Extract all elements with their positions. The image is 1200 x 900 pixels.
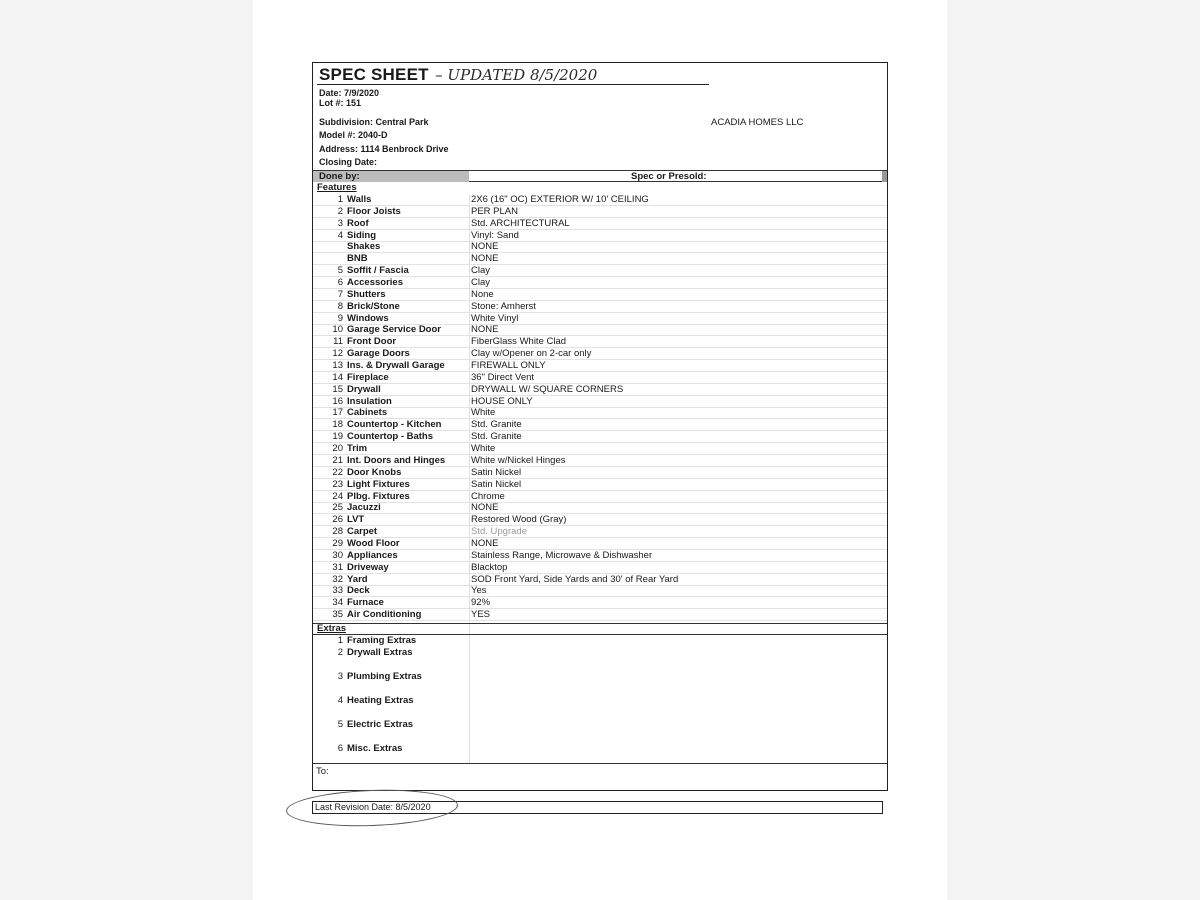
extra-row [313,647,887,659]
company-name: ACADIA HOMES LLC [711,117,804,128]
feature-row [313,324,887,336]
feature-row [313,384,887,396]
extra-number: 1 [337,635,343,646]
extra-row [313,743,887,755]
feature-number: 12 [332,348,343,360]
extra-label: Framing Extras [347,635,417,646]
extra-number: 4 [337,695,343,706]
feature-label: Jacuzzi [347,502,381,514]
feature-number: 8 [337,300,343,312]
extras-top-line [313,623,887,624]
title-row [319,65,597,89]
feature-value: 92% [471,597,491,609]
feature-value: FIREWALL ONLY [471,360,546,372]
feature-value: PER PLAN [471,205,518,217]
feature-row [313,419,887,431]
extra-label: Misc. Extras [347,743,403,754]
extra-row [313,719,887,731]
title-underline [317,84,709,85]
spec-sheet [312,62,888,791]
feature-value: NONE [471,253,499,265]
feature-value: HOUSE ONLY [471,395,533,407]
feature-row [313,609,887,621]
feature-row [313,348,887,360]
feature-number: 13 [332,360,343,372]
to-label: To: [316,766,329,777]
feature-number: 30 [332,549,343,561]
feature-number: 7 [337,288,343,300]
extra-label: Plumbing Extras [347,671,422,682]
feature-number: 3 [337,217,343,229]
feature-value: White [471,443,496,455]
feature-label: Yard [347,573,368,585]
feature-number: 29 [332,537,343,549]
feature-row [313,218,887,230]
feature-label: Wood Floor [347,537,400,549]
feature-number: 33 [332,585,343,597]
feature-number: 28 [332,526,343,538]
feature-label: Countertop - Baths [347,431,434,443]
done-by-label: Done by: [313,171,469,182]
feature-row [313,491,887,503]
feature-row [313,289,887,301]
feature-value: NONE [471,241,499,253]
feature-number: 2 [337,205,343,217]
feature-label: Floor Joists [347,205,401,217]
feature-number: 16 [332,395,343,407]
feature-row [313,301,887,313]
feature-label: Shakes [347,241,381,253]
extra-label: Drywall Extras [347,647,413,658]
feature-label: Siding [347,229,377,241]
feature-row [313,230,887,242]
feature-label: BNB [347,253,368,265]
feature-row [313,455,887,467]
to-line [313,763,887,764]
feature-label: LVT [347,514,365,526]
extra-number: 6 [337,743,343,754]
feature-row [313,253,887,265]
feature-number: 25 [332,502,343,514]
feature-label: Cabinets [347,407,388,419]
extra-row [313,671,887,683]
feature-row [313,194,887,206]
feature-value: Satin Nickel [471,466,522,478]
feature-number: 10 [332,324,343,336]
feature-number: 32 [332,573,343,585]
handwritten-update-note: – UPDATED 8/5/2020 [435,66,598,84]
feature-row [313,277,887,289]
feature-label: Drywall [347,383,381,395]
feature-value: Chrome [471,490,505,502]
feature-value: Std. Upgrade [471,526,527,538]
feature-number: 5 [337,265,343,277]
feature-value: Std. Granite [471,419,522,431]
feature-value: Std. Granite [471,431,522,443]
feature-row [313,360,887,372]
feature-value: Yes [471,585,487,597]
feature-value: Clay [471,277,491,289]
feature-label: Furnace [347,597,384,609]
feature-row [313,574,887,586]
done-by-row-end [882,171,887,182]
extra-number: 2 [337,647,343,658]
feature-label: Front Door [347,336,397,348]
feature-row [313,206,887,218]
feature-row [313,526,887,538]
feature-value: 2X6 (16" OC) EXTERIOR W/ 10' CEILING [471,194,649,205]
feature-value: NONE [471,502,499,514]
extra-label: Heating Extras [347,695,414,706]
extra-number: 5 [337,719,343,730]
feature-label: Fireplace [347,371,389,383]
subdivision-field: Subdivision: Central Park [319,117,429,127]
feature-number: 20 [332,443,343,455]
feature-number: 26 [332,514,343,526]
feature-row [313,514,887,526]
feature-label: Door Knobs [347,466,402,478]
extras-section-label: Extras [317,623,347,634]
feature-value: White [471,407,496,419]
feature-label: Garage Doors [347,348,410,360]
extra-row [313,695,887,707]
feature-label: Roof [347,217,369,229]
feature-row [313,265,887,277]
feature-label: Brick/Stone [347,300,400,312]
feature-value: None [471,288,494,300]
feature-row [313,407,887,419]
feature-label: Carpet [347,526,378,538]
feature-row [313,597,887,609]
feature-label: Plbg. Fixtures [347,490,410,502]
feature-label: Soffit / Fascia [347,265,409,277]
feature-number: 35 [332,609,343,621]
feature-value: FiberGlass White Clad [471,336,567,348]
feature-row [313,585,887,597]
feature-number: 34 [332,597,343,609]
closing-date-field: Closing Date: [319,157,378,167]
feature-row [313,467,887,479]
feature-label: Countertop - Kitchen [347,419,442,431]
feature-number: 21 [332,454,343,466]
feature-row [313,372,887,384]
feature-value: Clay [471,265,491,277]
feature-value: NONE [471,324,499,336]
page-title: SPEC SHEET [319,65,429,84]
feature-label: Shutters [347,288,386,300]
feature-number: 18 [332,419,343,431]
lot-field: Lot #: 151 [319,98,362,108]
feature-value: Std. ARCHITECTURAL [471,217,570,229]
feature-value: Stainless Range, Microwave & Dishwasher [471,549,653,561]
spec-or-presold-label: Spec or Presold: [631,171,707,182]
feature-value: White Vinyl [471,312,519,324]
feature-value: SOD Front Yard, Side Yards and 30' of Rear Yard [471,573,679,585]
feature-label: Ins. & Drywall Garage [347,360,445,372]
feature-number: 9 [337,312,343,324]
feature-number: 6 [337,277,343,289]
feature-label: Air Conditioning [347,609,422,621]
feature-row [313,396,887,408]
feature-value: YES [471,609,491,621]
feature-row [313,538,887,550]
feature-label: Int. Doors and Hinges [347,454,446,466]
feature-row [313,313,887,325]
feature-number: 24 [332,490,343,502]
address-field: Address: 1114 Benbrock Drive [319,144,449,154]
feature-row [313,479,887,491]
feature-label: Walls [347,194,372,205]
feature-row [313,550,887,562]
feature-label: Garage Service Door [347,324,441,336]
feature-value: White w/Nickel Hinges [471,454,566,466]
feature-row [313,241,887,253]
feature-label: Driveway [347,561,389,573]
done-by-row [313,170,887,182]
feature-number: 19 [332,431,343,443]
feature-row [313,336,887,348]
feature-number: 23 [332,478,343,490]
feature-label: Windows [347,312,389,324]
feature-row [313,562,887,574]
feature-number: 1 [337,194,343,205]
feature-number: 22 [332,466,343,478]
extra-number: 3 [337,671,343,682]
feature-label: Trim [347,443,368,455]
model-field: Model #: 2040-D [319,130,388,140]
feature-value: Stone: Amherst [471,300,536,312]
feature-value: NONE [471,537,499,549]
feature-number: 31 [332,561,343,573]
date-field: Date: 7/9/2020 [319,88,380,98]
feature-row [313,431,887,443]
feature-value: DRYWALL W/ SQUARE CORNERS [471,383,624,395]
extra-row [313,635,887,647]
feature-value: Blacktop [471,561,508,573]
feature-label: Deck [347,585,370,597]
feature-value: 36" Direct Vent [471,371,535,383]
feature-row [313,502,887,514]
feature-label: Appliances [347,549,398,561]
feature-number: 4 [337,229,343,241]
feature-value: Satin Nickel [471,478,522,490]
feature-number: 11 [333,336,343,348]
feature-value: Clay w/Opener on 2-car only [471,348,592,360]
feature-row [313,443,887,455]
feature-number: 14 [332,371,343,383]
feature-label: Accessories [347,277,403,289]
feature-number: 15 [332,383,343,395]
feature-value: Restored Wood (Gray) [471,514,567,526]
feature-value: Vinyl: Sand [471,229,519,241]
feature-number: 17 [332,407,343,419]
features-section-label: Features [317,182,357,193]
feature-label: Light Fixtures [347,478,410,490]
feature-label: Insulation [347,395,392,407]
last-revision-box: Last Revision Date: 8/5/2020 [312,801,883,814]
extra-label: Electric Extras [347,719,414,730]
